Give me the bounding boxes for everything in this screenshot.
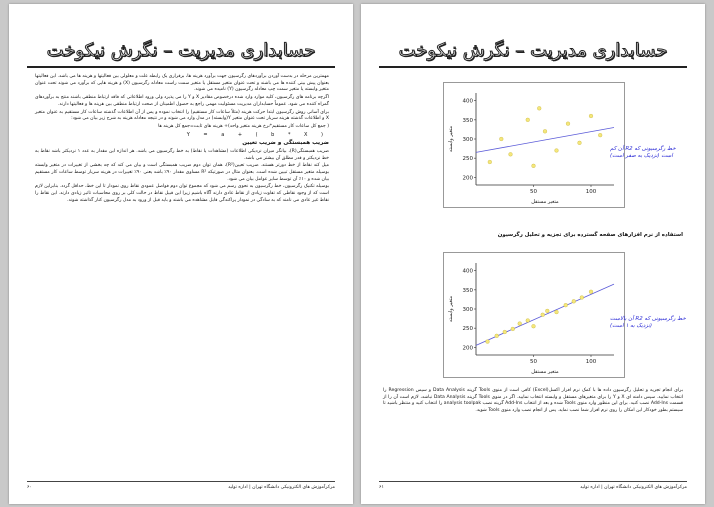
data-point <box>578 141 582 145</box>
y-tick-label: 250 <box>462 326 473 333</box>
data-point <box>495 334 499 338</box>
scatter-chart-low-r2-svg <box>444 83 676 207</box>
x-tick-label: 100 <box>585 189 597 195</box>
data-point <box>518 322 522 326</box>
y-tick-label: 200 <box>462 175 473 182</box>
section-heading: ضریب همبستگی و ضریب تعیین <box>242 140 329 147</box>
paragraph: برای انجام تجزیه و تحلیل رگرسیون داده ها با کمک نرم افزار اکسل(Excel) کافی است از منوی Tools گزینه Data Analysis و سپس Regression را انتخاب نمایید. سپس دامنه ای X و Y را برای متغیرهای مستقل و وابسته انتخاب نمایید. اگر در منوی Tools گزینه Data Analysis نباشد، لازم است آن را از قسمت Add-Ins نصب کنید. برای این منظور وارد منوی Tools شده و بعد از انتخاب Add-Ins گزینه نصب analysis toolpak را انتخاب کنید و منتظر باشید تا سیستم بطور خودکار این امکان را روی نرم افزار شما نصب نماید. پس از انجام نصب وارد منوی Tools شوید. <box>383 388 684 414</box>
data-point <box>589 290 593 294</box>
data-point <box>589 114 593 118</box>
title-rule <box>379 66 687 68</box>
right-page <box>361 4 705 504</box>
data-point <box>555 149 559 153</box>
data-point <box>555 310 559 314</box>
paragraph: ( جمع کل ساعات کار مستقیم*نرخ هزینه متغیر واحد)+ هزینه های ثابت=جمع کل هزینه ها <box>158 123 329 129</box>
paragraph: مهمترین مرحله در بدست آوردن برآوردهای رگرسیون جهت برآورد هزینه ها، برقراری یک رابطه علت و معلولی بین فعالیتها و هزینه ها می باشد. این فعالیتها بعنوان پیش بینی کننده ها می باشند و تحت عنوان متغیر مستقل یا متغیر سمت راست معادله رگرسیون (X) و هزینه هایی که برآورد می شوند تحت عنوان متغیر وابسته یا متغیر سمت چپ معادله رگرسیون (Y) نامیده می شوند. <box>35 74 329 93</box>
data-point <box>566 122 570 126</box>
x-tick-label: 50 <box>530 189 537 195</box>
left-body-text <box>35 74 329 205</box>
paragraph: اگرچه برنامه های رگرسیون، کلیه موارد وارد شده درخصوص مقادیر X و Y را می پذیرد ولی ورود اطلاعاتی که فاقد ارتباط منطقی باشند منتج به برآوردهای گمراه کننده می شود. عموماً حسابداران مدیریت مسئولیت مهمی راجع به حصول اطمینان از صحت ارتباط منطقی بین هزینه ها و فعالیتها دارند. <box>35 95 330 107</box>
title-rule <box>27 66 335 68</box>
page-footer <box>379 481 687 490</box>
data-point <box>499 137 503 141</box>
data-point <box>486 340 490 344</box>
data-point <box>526 319 530 323</box>
data-point <box>503 330 507 334</box>
annotation-line: خط رگرسیونی که R2 آن بالاست <box>610 316 686 323</box>
paragraph: میل کند نقاط از خط دورتر هستند. ضریب تعیین(R²)، همان توان دوم ضریب همبستگی است و بیان می کند که چه بخشی از تغییرات در متغیر وابسته بوسیله متغیر مستقل تبیین شده است. بعنوان مثال در صورتیکه R² مساوی مقدار ٩٠٪ باشد یعنی ٩٠٪ تغییرات در هزینه سربار توسط ساعات کار مستقیم بیان شده و ١٠٪ آن توسط سایر عوامل بیان می شود. <box>35 163 330 182</box>
page-footer <box>27 481 335 490</box>
y-tick-label: 200 <box>462 345 473 352</box>
page-title: حسابداری مدیریت – نگرش نیکوخت <box>398 40 668 61</box>
x-tick-label: 50 <box>530 359 537 365</box>
y-axis-label: متغیر وابسته <box>448 295 454 323</box>
footer-text: مرکزآموزش های الکترونیکی دانشگاه تهران | اداره تولید <box>228 485 335 490</box>
data-point <box>543 129 547 133</box>
data-point <box>564 303 568 307</box>
annotation-line: است (نزدیک به صفر است) <box>610 153 673 160</box>
data-point <box>572 299 576 303</box>
data-point <box>532 324 536 328</box>
data-point <box>537 106 541 110</box>
annotation-line: خط رگرسیونی که R2 آن کم <box>610 146 676 153</box>
data-point <box>598 133 602 137</box>
data-point <box>545 309 549 313</box>
data-point <box>541 313 545 317</box>
y-tick-label: 250 <box>462 156 473 163</box>
x-axis-label: متغیر مستقل <box>531 369 559 375</box>
y-tick-label: 400 <box>462 98 473 105</box>
scatter-chart-high-r2-svg <box>444 253 686 377</box>
data-point <box>526 118 530 122</box>
data-point <box>488 160 492 164</box>
scatter-chart-high-r2 <box>443 252 686 378</box>
y-tick-label: 300 <box>462 307 473 313</box>
x-axis-label: متغیر مستقل <box>531 199 559 205</box>
scatter-chart-low-r2 <box>443 82 676 208</box>
data-point <box>580 296 584 300</box>
paragraph: بوسیله تکنیک رگرسیون، خط رگرسیون به نحوی رسم می شود که مجموع توان دوم فواصل عمودی نقاط روی نمودار تا این خط، حداقل گردد. بنابراین لازم است که از وجود نقاطی که تفاوت زیادی از نقاط عادی دارند آگاه باشیم زیرا این قبیل نقاط در حالت کلی بر روی محاسبات تاثیر زیادی دارند. این نقاط را نقاط غیر عادی می نامند که به سادگی در نمودار پراکندگی قابل مشاهده می باشند و باید قبل از ورود به مدل رگرسیون کنار گذاشته شوند. <box>35 184 329 203</box>
left-page <box>9 4 353 504</box>
y-tick-label: 350 <box>462 117 473 124</box>
page-title: حسابداری مدیریت – نگرش نیکوخت <box>46 40 316 61</box>
paragraph: برای آسانی روش رگرسیون ابتدا حرکت هزینه (مثلاً ساعات کار مستقیم) را انتخاب نموده و پس از آن اطلاعات گذشته ساعات کار مستقیم به عنوان متغیر X و اطلاعات گذشته هزینه سربار تحت عنوان متغیر Y(وابسته) در مدل وارد می شوند و در نتیجه معادله هزینه به شرح زیر بیان می شود: <box>35 109 329 122</box>
annotation-line: (نزدیک به ١ است) <box>610 323 652 330</box>
y-axis-label: متغیر وابسته <box>448 125 454 153</box>
right-body-text <box>383 388 683 416</box>
y-tick-label: 350 <box>462 287 473 294</box>
footer-text: مرکزآموزش های الکترونیکی دانشگاه تهران | اداره تولید <box>580 485 687 490</box>
regression-formula: Y = a + ( b * X ) <box>186 131 329 138</box>
data-point <box>511 327 515 331</box>
x-tick-label: 100 <box>585 359 597 365</box>
y-tick-label: 400 <box>462 268 473 275</box>
data-point <box>509 152 513 156</box>
y-tick-label: 300 <box>462 137 473 143</box>
data-point <box>532 164 536 168</box>
page-number: ۶۱ <box>379 485 384 490</box>
page-number: ۶۰ <box>27 485 32 490</box>
section-subheading: استفاده از نرم افزارهای صفحه گسترده برای تجزیه و تحلیل رگرسیون <box>497 232 683 238</box>
paragraph: ضریب همبستگی(R)، بیانگر میزان نزدیکی اطلاعات (مشاهدات یا نقاط) به خط رگرسیون می باشد. هر اندازه این مقدار به عدد ١ نزدیکتر باشد نقاط به خط نزدیکتر و قدر مطلق آن بیشتر می باشد. <box>35 148 329 161</box>
